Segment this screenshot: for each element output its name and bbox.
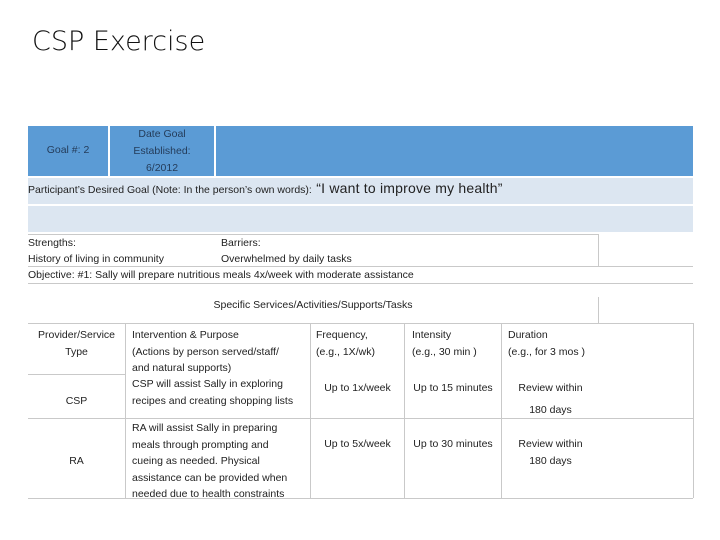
objective-label: Objective: [28, 269, 75, 281]
desired-goal-quote: “I want to improve my health” [316, 180, 503, 196]
strengths-value: History of living in community [28, 253, 164, 265]
row2-frequency: Up to 5x/week [324, 438, 391, 450]
barriers-value: Overwhelmed by daily tasks [221, 253, 352, 265]
row1-intervention-line: recipes and creating shopping lists [132, 394, 294, 407]
row2-intensity: Up to 30 minutes [413, 438, 493, 450]
blank-row [28, 206, 693, 232]
objective-value: #1: Sally will prepare nutritious meals 4x/week with moderate assistance [77, 269, 414, 281]
row1-frequency: Up to 1x/week [324, 382, 391, 394]
col-header-provider [28, 327, 125, 360]
row-border [598, 297, 599, 323]
col-header-duration [508, 327, 585, 360]
row-border [28, 283, 693, 284]
objective [28, 267, 414, 284]
page-title: CSP Exercise [32, 26, 206, 57]
col-header-intervention-line1: Intervention & Purpose [132, 329, 239, 341]
col-header-intervention [132, 327, 279, 377]
col-header-frequency-line1: Frequency, [316, 329, 368, 341]
col-header-frequency [316, 327, 375, 360]
date-goal-established [110, 126, 214, 177]
desired-goal [28, 180, 693, 202]
col-header-duration-line2: (e.g., for 3 mos ) [508, 345, 586, 358]
column-border [693, 323, 694, 498]
column-border [310, 323, 311, 498]
row1-duration-line2: 180 days [529, 404, 572, 416]
row2-duration-line2: 180 days [529, 455, 572, 467]
col-header-intensity-line2: (e.g., 30 min ) [412, 345, 477, 358]
row1-intervention-line: CSP will assist Sally in exploring [132, 378, 283, 390]
col-header-intervention-line2: (Actions by person served/staff/ [132, 345, 279, 358]
goal-number: Goal #: 2 [46, 144, 90, 156]
row2-duration-line1: Review within [518, 438, 583, 450]
col-header-provider-line1: Provider/Service [37, 329, 116, 341]
col-header-frequency-line2: (e.g., 1X/wk) [316, 345, 375, 358]
row-border [28, 498, 693, 499]
col-header-provider-line2: Type [65, 345, 88, 358]
barriers-label: Barriers: [221, 237, 261, 249]
column-border [125, 323, 126, 498]
row2-provider: RA [69, 455, 84, 467]
row2-intervention-line: assistance can be provided when [132, 471, 288, 484]
row-border [28, 234, 598, 235]
row2-intervention-line: needed due to health constraints [132, 488, 285, 500]
date-label-line2: Established: [133, 145, 191, 157]
desired-goal-label: Participant’s Desired Goal (Note: In the person’s own words): [28, 184, 312, 196]
row1-intervention [132, 376, 293, 409]
column-border [404, 323, 405, 498]
row1-provider: CSP [65, 395, 88, 407]
row-border [28, 374, 126, 375]
row2-intervention-line: RA will assist Sally in preparing [132, 422, 278, 434]
row-border [28, 323, 693, 324]
col-header-intensity [412, 327, 477, 360]
strengths-label: Strengths: [28, 237, 76, 249]
date-label-line1: Date Goal [138, 128, 186, 140]
row2-intervention-line: cueing as needed. Physical [132, 455, 260, 467]
row2-intervention-line: meals through prompting and [132, 438, 269, 451]
services-heading: Specific Services/Activities/Supports/Tasks [213, 299, 413, 311]
row2-intervention [132, 420, 287, 503]
date-value: 6/2012 [145, 162, 179, 174]
row-border [598, 234, 599, 266]
col-header-intervention-line3: and natural supports) [132, 362, 232, 374]
header-divider [214, 126, 216, 176]
row1-duration-line1: Review within [518, 382, 583, 394]
col-header-intensity-line1: Intensity [412, 329, 452, 341]
row1-intensity: Up to 15 minutes [413, 382, 493, 394]
col-header-duration-line1: Duration [508, 329, 548, 341]
